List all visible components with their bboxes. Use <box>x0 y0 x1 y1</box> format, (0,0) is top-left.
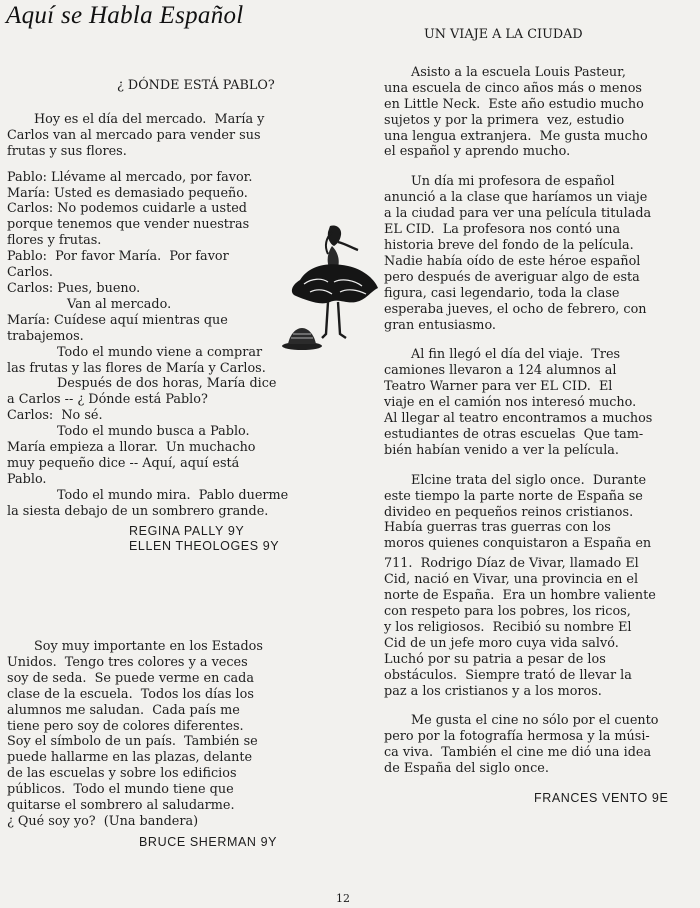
article-paragraph-4 <box>384 473 696 700</box>
story-line: Van al mercado. <box>67 296 172 312</box>
signature-bruce: BRUCE SHERMAN 9Y <box>139 834 278 849</box>
story-line: Carlos: Pues, bueno. <box>7 280 141 296</box>
poem-line: de las escuelas y sobre los edificios <box>7 766 237 782</box>
story-line: Hoy es el día del mercado. María y <box>34 111 265 127</box>
poem-line: Soy el símbolo de un país. También se <box>7 734 258 750</box>
article-line: paz a los cristianos y a los moros. <box>384 683 602 699</box>
article-paragraph-1 <box>384 65 696 160</box>
signature-frances: FRANCES VENTO 9E <box>534 791 669 806</box>
article-line: Cid de un jefe moro cuya vida salvó. <box>384 635 619 651</box>
article-line: moros quienes conquistaron a España en <box>384 536 652 552</box>
poem-line: puede hallarme en las plazas, delante <box>7 750 253 766</box>
article-line: Asisto a la escuela Louis Pasteur, <box>411 64 626 80</box>
story-line: María empieza a llorar. Un muchacho <box>7 440 256 456</box>
story-line: Carlos: No sé. <box>7 408 103 424</box>
story-paragraph-intro <box>7 112 307 160</box>
article-line: este tiempo la parte norte de España se <box>384 488 643 504</box>
article-line: Un día mi profesora de español <box>411 174 615 190</box>
article-line: camiones llevaron a 124 alumnos al <box>384 363 617 379</box>
signature-ellen: ELLEN THEOLOGES 9Y <box>129 539 280 554</box>
story-line: las frutas y las flores de María y Carlos. <box>7 360 266 376</box>
story-line: flores y frutas. <box>7 233 102 249</box>
right-column <box>384 27 696 807</box>
story-line: a Carlos -- ¿ Dónde está Pablo? <box>7 392 208 408</box>
article-line: norte de España. Era un hombre valiente <box>384 588 656 604</box>
poem-line: quitarse el sombrero al saludarme. <box>7 798 235 814</box>
story-line: Pablo. <box>7 471 47 487</box>
article-line: Luchó por su patria a pesar de los <box>384 651 606 667</box>
story-line: Todo el mundo busca a Pablo. <box>57 424 250 440</box>
article-line: sujetos y por la primera vez, estudio <box>384 112 625 128</box>
poem-line: Soy muy importante en los Estados <box>34 639 263 654</box>
article-line: Nadie había oído de este héroe español <box>384 253 641 269</box>
story-line: porque tenemos que vender nuestras <box>7 217 250 233</box>
article-line: obstáculos. Siempre trató de llevar la <box>384 667 632 683</box>
story-line: María: Cuídese aquí mientras que <box>7 312 228 328</box>
poem-line: Unidos. Tengo tres colores y a veces <box>7 654 248 670</box>
flag-poem <box>7 639 307 851</box>
article-line: de España del siglo once. <box>384 761 549 777</box>
article-paragraph-2 <box>384 174 696 333</box>
poem-line: clase de la escuela. Todos los días los <box>7 686 254 702</box>
article-paragraph-5 <box>384 713 696 777</box>
article-line: pero por la fotografía hermosa y la músi- <box>384 729 650 745</box>
story-line: Pablo: Por favor María. Por favor <box>7 249 229 265</box>
article-line: ca viva. También el cine me dió una idea <box>384 745 652 761</box>
story-line: Todo el mundo viene a comprar <box>57 344 263 360</box>
article-line: con respeto para los pobres, los ricos, <box>384 604 631 619</box>
article-line: anunció a la clase que haríamos un viaje <box>384 190 648 206</box>
poem-line: tiene pero soy de colores diferentes. <box>7 718 244 734</box>
article-line: historia breve del fondo de la película. <box>384 237 634 253</box>
article-line: en Little Neck. Este año estudio mucho <box>384 96 644 112</box>
article-line: estudiantes de otras escuelas Que tam- <box>384 426 644 442</box>
article-line: el español y aprendo mucho. <box>384 144 571 160</box>
article-line: divideo en pequeños reinos cristianos. <box>384 504 634 520</box>
article-line: Al llegar al teatro encontramos a muchos <box>384 411 653 427</box>
article-line: Me gusta el cine no sólo por el cuento <box>411 713 659 729</box>
article-line: Elcine trata del siglo once. Durante <box>411 472 647 488</box>
page-number: 12 <box>336 892 350 905</box>
article-line: Teatro Warner para ver EL CID. El <box>384 379 613 395</box>
story-line: la siesta debajo de un sombrero grande. <box>7 503 269 519</box>
story-line: Carlos. <box>7 265 53 281</box>
story-line: Carlos van al mercado para vender sus <box>7 127 261 143</box>
left-column <box>7 78 307 555</box>
poem-line: ¿ Qué soy yo? (Una bandera) <box>7 813 199 829</box>
article-line: gran entusiasmo. <box>384 317 496 333</box>
story-line: Todo el mundo mira. Pablo duerme <box>57 487 289 503</box>
article-line: bién habían venido a ver la película. <box>384 442 619 458</box>
article-line: una lengua extranjera. Me gusta mucho <box>384 128 648 144</box>
story-line: trabajemos. <box>7 328 84 344</box>
story-line: María: Usted es demasiado pequeño. <box>7 185 248 201</box>
signature-regina: REGINA PALLY 9Y <box>129 523 245 538</box>
article-line: y los religiosos. Recibió su nombre El <box>384 619 632 635</box>
dancer-illustration <box>282 222 384 352</box>
article-line: Cid, nació en Vivar, una provincia en el <box>384 572 639 588</box>
story-dialogue <box>7 170 307 520</box>
article-line: 711. Rodrigo Díaz de Vivar, llamado El <box>384 556 639 572</box>
story-title: ¿ DÓNDE ESTÁ PABLO? <box>117 78 275 93</box>
story-line: muy pequeño dice -- Aquí, aquí está <box>7 455 240 471</box>
story-line: Carlos: No podemos cuidarle a usted <box>7 201 247 217</box>
article-line: a la ciudad para ver una película titulada <box>384 206 652 222</box>
article-line: pero después de averiguar algo de esta <box>384 269 640 285</box>
article-line: Al fin llegó el día del viaje. Tres <box>411 347 621 363</box>
poem-line: públicos. Todo el mundo tiene que <box>7 782 234 798</box>
article-line: Había guerras tras guerras con los <box>384 520 611 536</box>
poem-line: alumnos me saludan. Cada país me <box>7 702 240 718</box>
article-line: figura, casi legendario, toda la clase <box>384 285 620 301</box>
story-line: Después de dos horas, María dice <box>57 376 277 392</box>
story-line: Pablo: Llévame al mercado, por favor. <box>7 169 253 185</box>
article-line: viaje en el camión nos interesó mucho. <box>384 395 637 411</box>
story-line: frutas y sus flores. <box>7 143 127 159</box>
poem-line: soy de seda. Se puede verme en cada <box>7 670 255 686</box>
article-paragraph-3 <box>384 347 696 458</box>
article-line: esperaba jueves, el ocho de febrero, con <box>384 301 647 317</box>
article-line: una escuela de cinco años más o menos <box>384 80 642 96</box>
page-title: Aquí se Habla Español <box>6 2 244 29</box>
article-line: EL CID. La profesora nos contó una <box>384 222 621 238</box>
article-title: UN VIAJE A LA CIUDAD <box>424 27 583 42</box>
